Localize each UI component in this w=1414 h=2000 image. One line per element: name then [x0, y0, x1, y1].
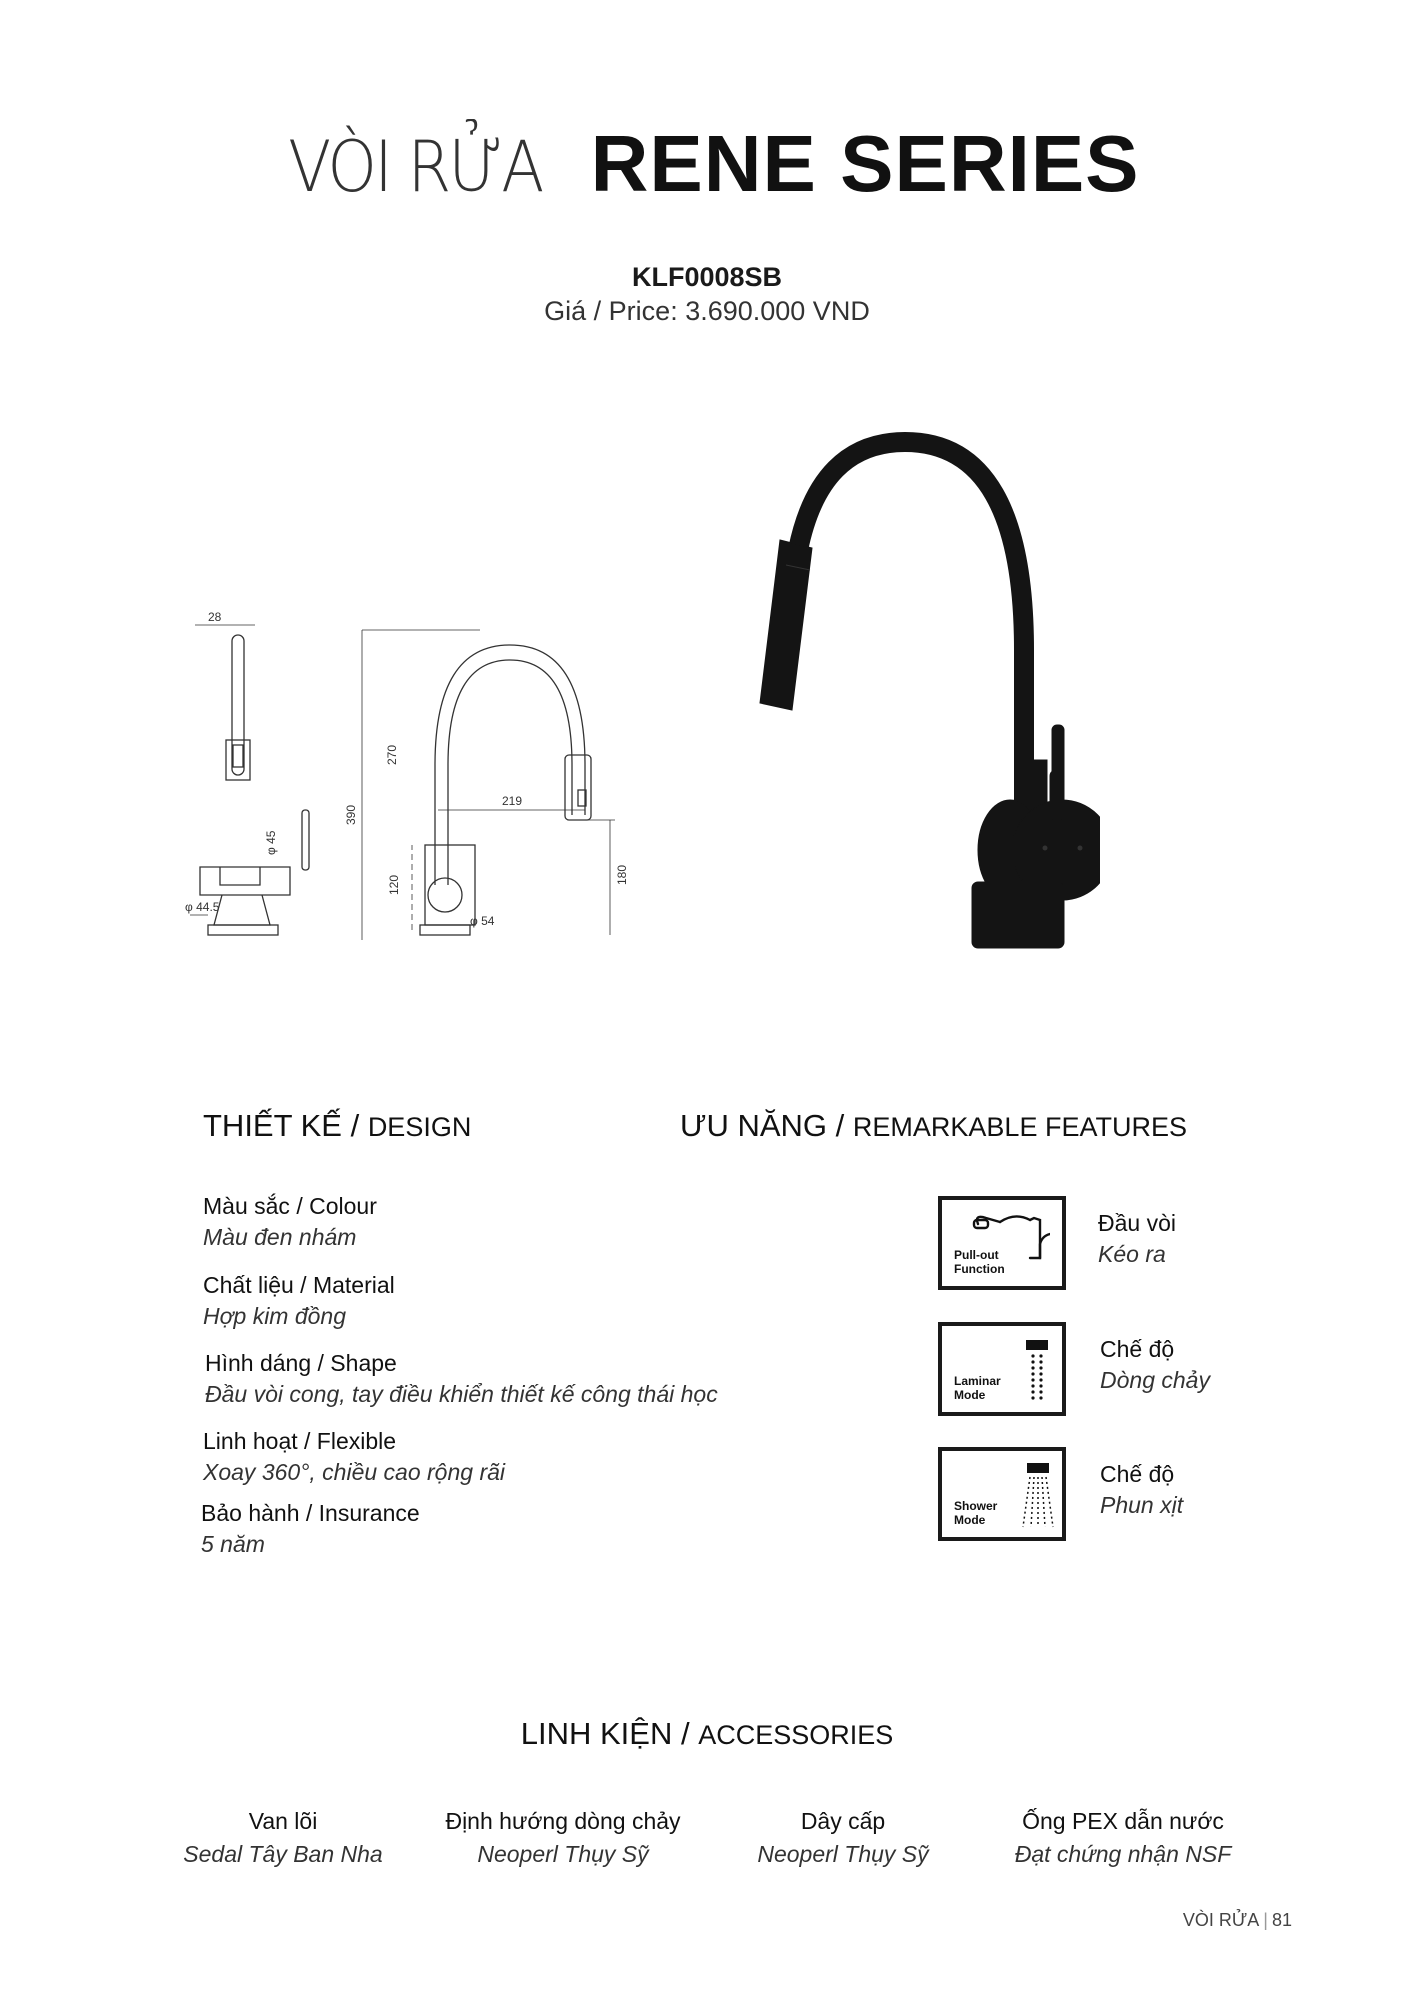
feature-box-shower — [938, 1447, 1066, 1541]
heading-separator: / — [672, 1716, 699, 1751]
product-image — [740, 420, 1100, 960]
feature-text-shower — [1100, 1461, 1183, 1519]
page-title — [0, 118, 1414, 210]
spec-item-insurance — [201, 1500, 420, 1558]
spec-value: Xoay 360°, chiều cao rộng rãi — [203, 1459, 505, 1485]
spec-label: Màu sắc / Colour — [203, 1193, 377, 1219]
feature-box-label: Pull-out Function — [954, 1248, 1005, 1276]
accessory-item — [693, 1808, 993, 1868]
technical-drawing — [180, 595, 660, 955]
dim-height-total: 390 — [344, 804, 358, 825]
product-lever — [1052, 725, 1064, 780]
accessory-origin: Sedal Tây Ban Nha — [183, 1841, 383, 1867]
product-spout — [798, 442, 1024, 810]
spec-label: Linh hoạt / Flexible — [203, 1428, 397, 1454]
title-light: VÒI RỬA — [288, 126, 543, 208]
spec-label: Hình dáng / Shape — [205, 1350, 397, 1376]
front-view-spout-inner — [448, 660, 572, 885]
feature-sub: Kéo ra — [1098, 1241, 1166, 1267]
spec-value: 5 năm — [201, 1531, 265, 1557]
side-view-sprayhead — [226, 740, 250, 780]
accessories-heading-sub: ACCESSORIES — [698, 1720, 894, 1750]
feature-text-pull-out — [1098, 1210, 1176, 1268]
dim-width-top: 28 — [208, 610, 222, 624]
design-heading-sub: DESIGN — [367, 1112, 472, 1142]
feature-box-label: Shower Mode — [954, 1499, 998, 1527]
dim-base-dia-left: φ 44.5 — [185, 900, 220, 914]
feature-title: Chế độ — [1100, 1461, 1175, 1487]
feature-text-laminar — [1100, 1336, 1210, 1394]
features-heading-main: ƯU NĂNG — [680, 1108, 828, 1143]
spec-value: Hợp kim đồng — [203, 1303, 347, 1329]
accessory-item — [973, 1808, 1273, 1868]
title-bold: RENE SERIES — [590, 119, 1140, 208]
front-view-body — [425, 845, 475, 925]
shower-spray-icon — [1020, 1463, 1056, 1529]
dim-neck-dia: φ 45 — [264, 830, 278, 855]
feature-box-label: Laminar Mode — [954, 1374, 1001, 1402]
side-view-lever — [302, 810, 309, 870]
feature-sub: Dòng chảy — [1100, 1367, 1210, 1393]
feature-box-laminar — [938, 1322, 1066, 1416]
design-heading — [203, 1108, 471, 1144]
accessory-item — [413, 1808, 713, 1868]
spec-value: Đầu vòi cong, tay điều khiển thiết kế công thái học — [205, 1381, 718, 1407]
features-heading-sub: REMARKABLE FEATURES — [852, 1112, 1187, 1142]
accessory-name: Định hướng dòng chảy — [445, 1808, 681, 1834]
dim-height-spout: 270 — [385, 744, 399, 765]
laminar-stream-icon — [1022, 1340, 1052, 1404]
accessories-heading — [0, 1716, 1414, 1752]
front-view-handle — [428, 878, 462, 912]
price-text: Giá / Price: 3.690.000 VND — [544, 296, 870, 326]
accessory-name: Van lõi — [248, 1808, 318, 1834]
feature-sub: Phun xịt — [1100, 1492, 1184, 1518]
design-heading-main: THIẾT KẾ — [203, 1108, 342, 1143]
side-view-button — [233, 745, 243, 767]
heading-separator: / — [827, 1108, 853, 1143]
side-view-foot — [208, 925, 278, 935]
feature-title: Đầu vòi — [1098, 1210, 1176, 1236]
footer-section: VÒI RỬA — [1182, 1910, 1260, 1930]
spec-value: Màu đen nhám — [203, 1224, 357, 1250]
model-code: KLF0008SB — [631, 262, 783, 292]
accessory-name: Dây cấp — [800, 1808, 886, 1834]
front-view-spout-outer — [435, 645, 585, 885]
spec-item-flexible — [203, 1428, 505, 1486]
accessory-origin: Đạt chứng nhận NSF — [1014, 1841, 1232, 1867]
side-view-spout — [232, 635, 244, 775]
page-number: 81 — [1271, 1910, 1292, 1930]
accessory-origin: Neoperl Thụy Sỹ — [477, 1841, 649, 1867]
feature-title: Chế độ — [1100, 1336, 1175, 1362]
accessory-name: Ống PEX dẫn nước — [1022, 1808, 1224, 1834]
footer-separator: | — [1263, 1910, 1268, 1930]
accessory-item — [133, 1808, 433, 1868]
feature-box-pull-out — [938, 1196, 1066, 1290]
features-heading — [680, 1108, 1187, 1144]
dim-spout-clearance: 180 — [615, 864, 629, 885]
page-footer — [1183, 1910, 1292, 1931]
dim-reach: 219 — [502, 794, 523, 808]
side-view-body — [200, 867, 290, 895]
side-view-neck — [220, 867, 260, 885]
spec-label: Chất liệu / Material — [203, 1272, 395, 1298]
dim-base-dia-right: φ 54 — [470, 914, 495, 928]
spec-item-shape — [205, 1350, 718, 1408]
spec-label: Bảo hành / Insurance — [201, 1500, 420, 1526]
spec-item-material — [203, 1272, 395, 1330]
dim-height-base: 120 — [387, 874, 401, 895]
spec-item-colour — [203, 1193, 377, 1251]
side-view-base — [214, 895, 270, 925]
accessory-origin: Neoperl Thụy Sỹ — [757, 1841, 929, 1867]
accessories-heading-main: LINH KIỆN — [520, 1716, 673, 1751]
product-base — [972, 882, 1064, 948]
heading-separator: / — [341, 1108, 368, 1143]
front-view-foot — [420, 925, 470, 935]
